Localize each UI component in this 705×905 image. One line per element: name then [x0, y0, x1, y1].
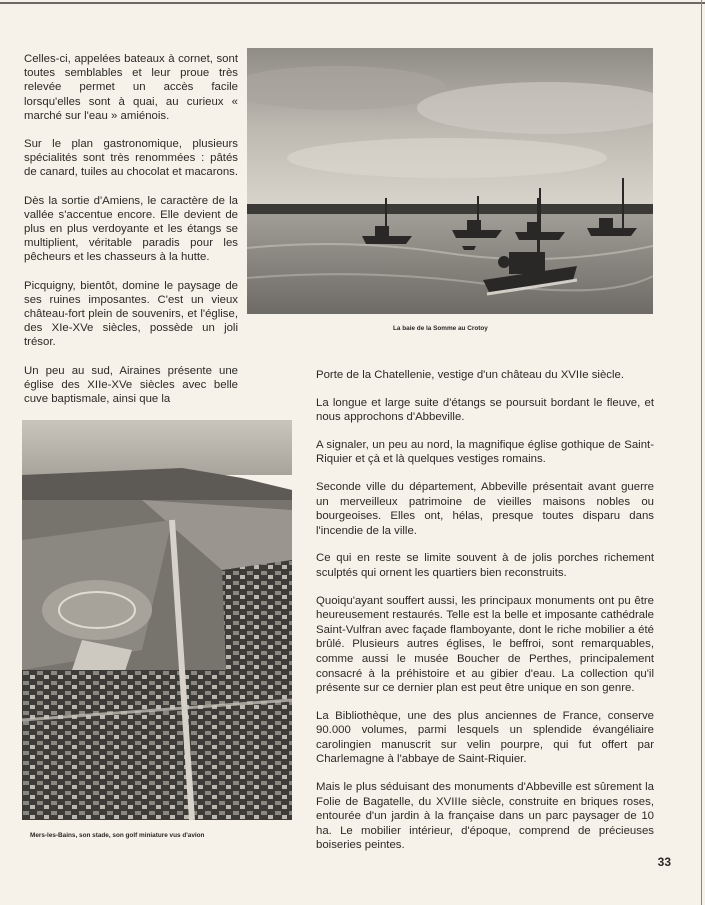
right-paragraph-1: Porte de la Chatellenie, vestige d'un château du XVIIe siècle.: [316, 369, 625, 381]
left-paragraph-4: Picquigny, bientôt, domine le paysage de ses ruines imposantes. C'est un vieux château-fort plein de souvenirs, et l'église, des XIe-XVe siècles, possède un joli trésor.: [24, 279, 238, 349]
photo-aerial-town: [22, 420, 292, 820]
page-number: 33: [657, 855, 671, 869]
left-paragraph-2: Sur le plan gastronomique, plusieurs spécialités sont très renommées : pâtés de canard, tuiles au chocolat et macarons.: [24, 138, 239, 179]
right-column: [316, 368, 654, 866]
left-column: [24, 52, 238, 420]
page-edge: [701, 0, 702, 905]
right-paragraph-7: La Bibliothèque, une des plus anciennes de France, conserve 90.000 volumes, parmi lesquels un splendide évangéliaire carolingien manuscrit sur velin pourpre, qui fut offert par Charlemagne à l'abbaye de Saint-Riquier.: [316, 709, 654, 766]
left-paragraph-3: Dès la sortie d'Amiens, le caractère de la vallée s'accentue encore. Elle devient de plus en plus verdoyante et les étangs se multiplient, véritable paradis pour les pêcheurs et les chasseurs à la hutte.: [24, 194, 238, 264]
top-rule: [0, 2, 705, 4]
left-paragraph-5: Un peu au sud, Airaines présente une église des XIIe-XVe siècles avec belle cuve baptismale, ainsi que la: [24, 364, 238, 406]
left-paragraph-1: Celles-ci, appelées bateaux à cornet, sont toutes semblables et leur proue très relevée permet un accès facile lorsqu'elles sont à quai, au curieux « marché sur l'eau » amiénois.: [24, 53, 238, 122]
right-paragraph-3: A signaler, un peu au nord, la magnifique église gothique de Saint-Riquier et çà et là quelques vestiges romains.: [316, 438, 654, 466]
right-paragraph-2: La longue et large suite d'étangs se poursuit bordant le fleuve, et nous approchons d'Abbeville.: [316, 396, 654, 424]
right-paragraph-6: Quoiqu'ayant souffert aussi, les principaux monuments ont pu être heureusement restaurés. Telle est la belle et imposante cathédrale Saint-Vulfran avec façade flamboyante, dont le riche mobilier a été brûlé. Plusieurs autres églises, le beffroi, sont remarquables, comme aussi le musée Boucher de Perthes, principalement consacré à la préhistoire et au gibier d'eau. La collection qu'il présente sur ce dernier plan est peut être unique en son genre.: [316, 594, 654, 695]
photo-bottom-caption: Mers-les-Bains, son stade, son golf miniature vus d'avion: [30, 832, 205, 839]
photo-top-caption: La baie de la Somme au Crotoy: [393, 325, 488, 332]
photo-bay-boats: [247, 48, 653, 314]
right-paragraph-8: Mais le plus séduisant des monuments d'Abbeville est sûrement la Folie de Bagatelle, du XVIIIe siècle, construite en briques roses, entourée d'un jardin à la française dans un parc paysager de 10 ha. Le mobilier intérieur, d'époque, comprend de précieuses boiseries peintes.: [316, 781, 654, 852]
right-paragraph-4: Seconde ville du département, Abbeville présentait avant guerre un merveilleux patrimoine de vieilles maisons nobles ou bourgeoises. Elles ont, hélas, presque toutes disparu dans l'incendie de la ville.: [316, 480, 654, 537]
right-paragraph-5: Ce qui en reste se limite souvent à de jolis porches richement sculptés qui ornent les quartiers bien reconstruits.: [316, 552, 654, 579]
